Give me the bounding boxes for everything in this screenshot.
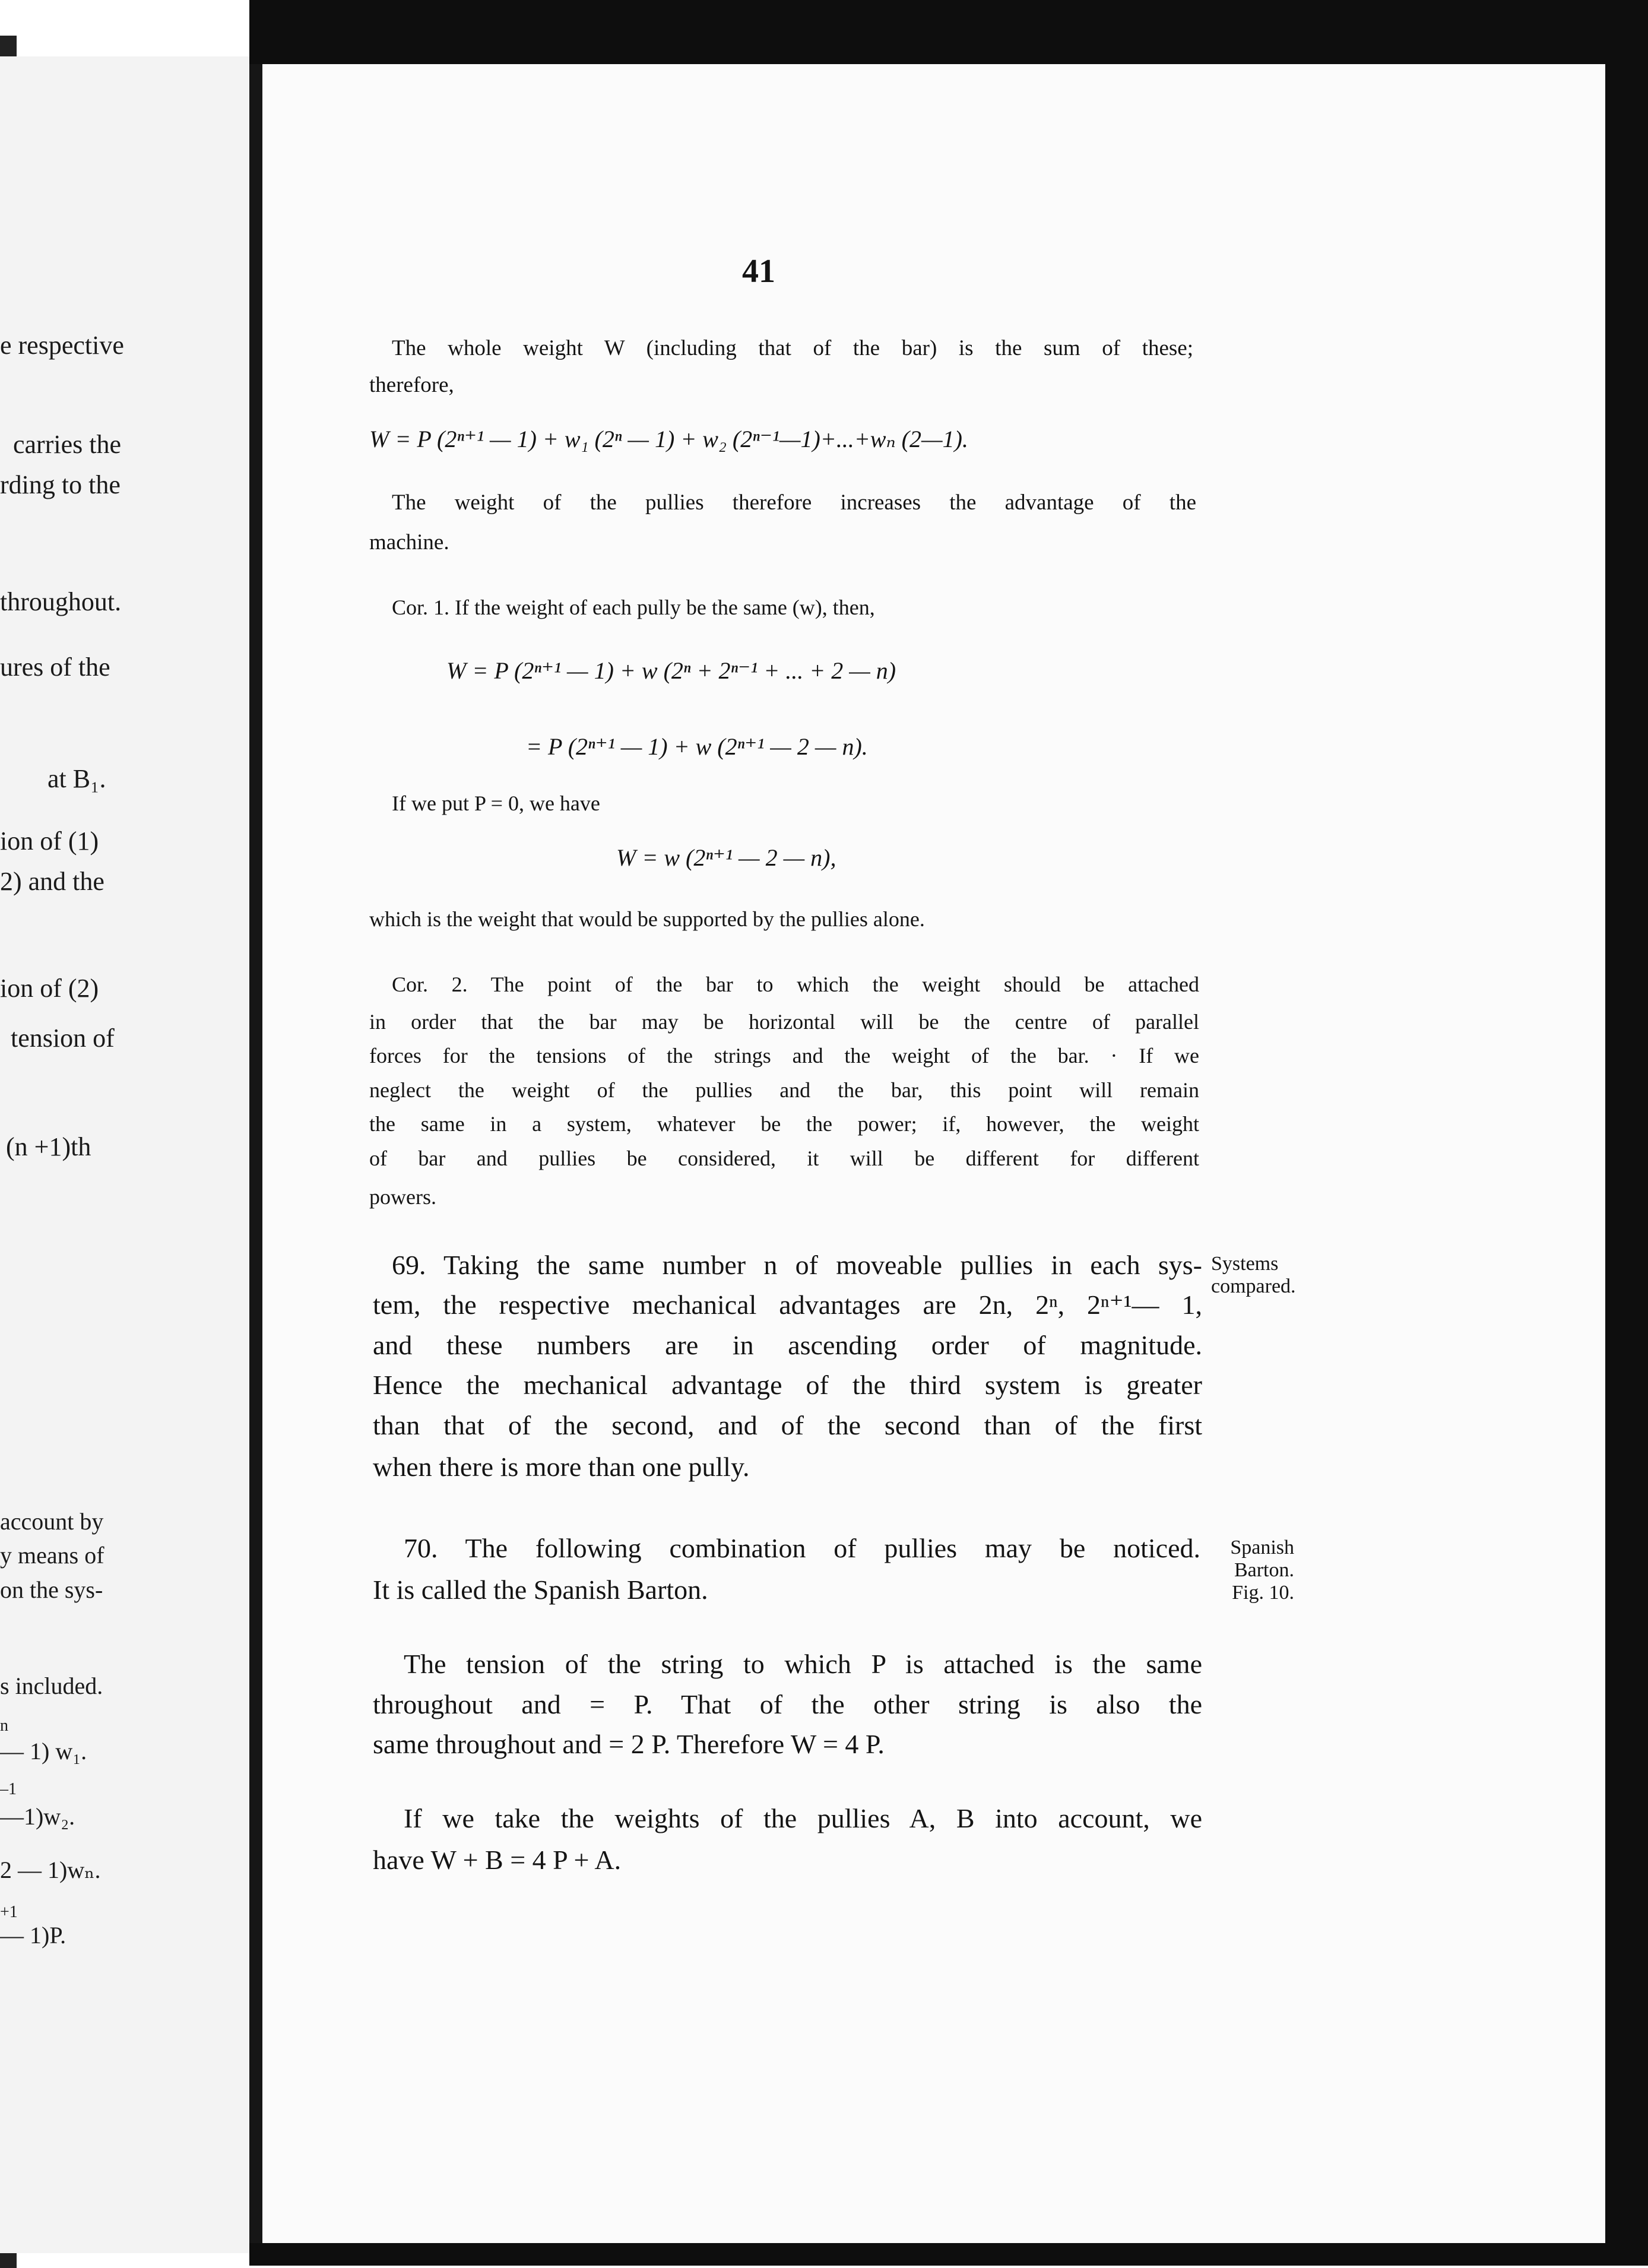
paragraph-line: If we take the weights of the pullies A, B into account, we xyxy=(404,1803,1202,1833)
left-fragment: at B₁. xyxy=(47,764,106,793)
left-fragment: account by xyxy=(0,1508,104,1535)
corollary-line: Cor. 2. The point of the bar to which the weight should be attached xyxy=(392,973,1199,996)
left-fragment: — 1) w₁. xyxy=(0,1738,87,1765)
paragraph-line: 69. Taking the same number n of moveable pullies in each sys- xyxy=(392,1250,1202,1280)
corollary-line: in order that the bar may be horizontal will be the centre of parallel xyxy=(369,1010,1199,1034)
left-fragment: 2) and the xyxy=(0,867,104,896)
paragraph-line: machine. xyxy=(369,530,449,555)
left-fragment: tension of xyxy=(11,1024,115,1053)
equation: W = P (2ⁿ⁺¹ — 1) + w (2ⁿ + 2ⁿ⁻¹ + ... + 2 — n) xyxy=(446,657,896,684)
paragraph-line: and these numbers are in ascending order of magnitude. xyxy=(373,1330,1202,1360)
equation: = P (2ⁿ⁺¹ — 1) + w (2ⁿ⁺¹ — 2 — n). xyxy=(526,733,868,760)
paragraph-line: If we put P = 0, we have xyxy=(392,791,600,815)
left-fragment: e respective xyxy=(0,331,124,360)
scan-border-right xyxy=(1605,0,1648,2266)
left-fragment: carries the xyxy=(13,430,121,459)
margin-note-spanish-barton: Spanish Barton. Fig. 10. xyxy=(1230,1537,1294,1604)
margin-note-systems: Systems compared. xyxy=(1211,1253,1296,1297)
corollary-line: forces for the tensions of the strings and the weight of the bar. · If we xyxy=(369,1044,1199,1068)
corollary-line: the same in a system, whatever be the power; if, however, the weight xyxy=(369,1112,1199,1136)
paragraph-line: The weight of the pullies therefore increases the advantage of the xyxy=(392,490,1196,515)
corollary-line: powers. xyxy=(369,1185,436,1209)
binding-gutter xyxy=(249,0,262,2266)
left-fragment: (n +1)th xyxy=(6,1132,91,1161)
paragraph-line: when there is more than one pully. xyxy=(373,1452,750,1482)
paragraph-line: Hence the mechanical advantage of the third system is greater xyxy=(373,1370,1202,1400)
left-fragment: 2 — 1)wₙ. xyxy=(0,1857,101,1883)
left-fragment: —1)w₂. xyxy=(0,1803,75,1830)
left-fragment: n xyxy=(0,1716,8,1735)
paragraph-line: therefore, xyxy=(369,373,454,397)
left-fragment: +1 xyxy=(0,1903,18,1921)
scan-border-top xyxy=(249,0,1648,64)
equation: W = P (2ⁿ⁺¹ — 1) + w₁ (2ⁿ — 1) + w₂ (2ⁿ⁻¹—1)+...+wₙ (2—1). xyxy=(369,426,968,452)
paragraph-line: have W + B = 4 P + A. xyxy=(373,1845,622,1875)
scan-border-bottom xyxy=(249,2243,1648,2266)
left-fragment: y means of xyxy=(0,1542,104,1569)
left-fragment: — 1)P. xyxy=(0,1922,66,1949)
paragraph-line: tem, the respective mechanical advantages are 2n, 2ⁿ, 2ⁿ⁺¹— 1, xyxy=(373,1290,1202,1320)
corollary-line: neglect the weight of the pullies and the bar, this point will remain xyxy=(369,1078,1199,1102)
paragraph-line: It is called the Spanish Barton. xyxy=(373,1575,708,1605)
paragraph-line: which is the weight that would be supported by the pullies alone. xyxy=(369,907,925,931)
left-fragment: on the sys- xyxy=(0,1576,103,1603)
paragraph-line: throughout and = P. That of the other string is also the xyxy=(373,1689,1202,1719)
paragraph-line: The tension of the string to which P is attached is the same xyxy=(404,1649,1202,1679)
paragraph-line: same throughout and = 2 P. Therefore W = 4 P. xyxy=(373,1729,885,1759)
equation: W = w (2ⁿ⁺¹ — 2 — n), xyxy=(616,844,836,871)
left-fragment: s included. xyxy=(0,1673,103,1699)
paragraph-line: 70. The following combination of pullies may be noticed. xyxy=(404,1533,1200,1563)
left-fragment: ion of (2) xyxy=(0,974,99,1003)
left-fragment: throughout. xyxy=(0,587,122,616)
left-page xyxy=(0,56,249,2253)
corollary-line: Cor. 1. If the weight of each pully be the same (w), then, xyxy=(392,595,875,619)
left-fragment: –1 xyxy=(0,1780,17,1798)
left-fragment: rding to the xyxy=(0,470,121,499)
left-fragment: ures of the xyxy=(0,652,110,682)
paragraph-line: The whole weight W (including that of the bar) is the sum of these; xyxy=(392,336,1193,360)
left-fragment: ion of (1) xyxy=(0,826,99,856)
page-number: 41 xyxy=(742,253,775,290)
paragraph-line: than that of the second, and of the second than of the first xyxy=(373,1410,1202,1440)
corollary-line: of bar and pullies be considered, it will be different for different xyxy=(369,1146,1199,1170)
